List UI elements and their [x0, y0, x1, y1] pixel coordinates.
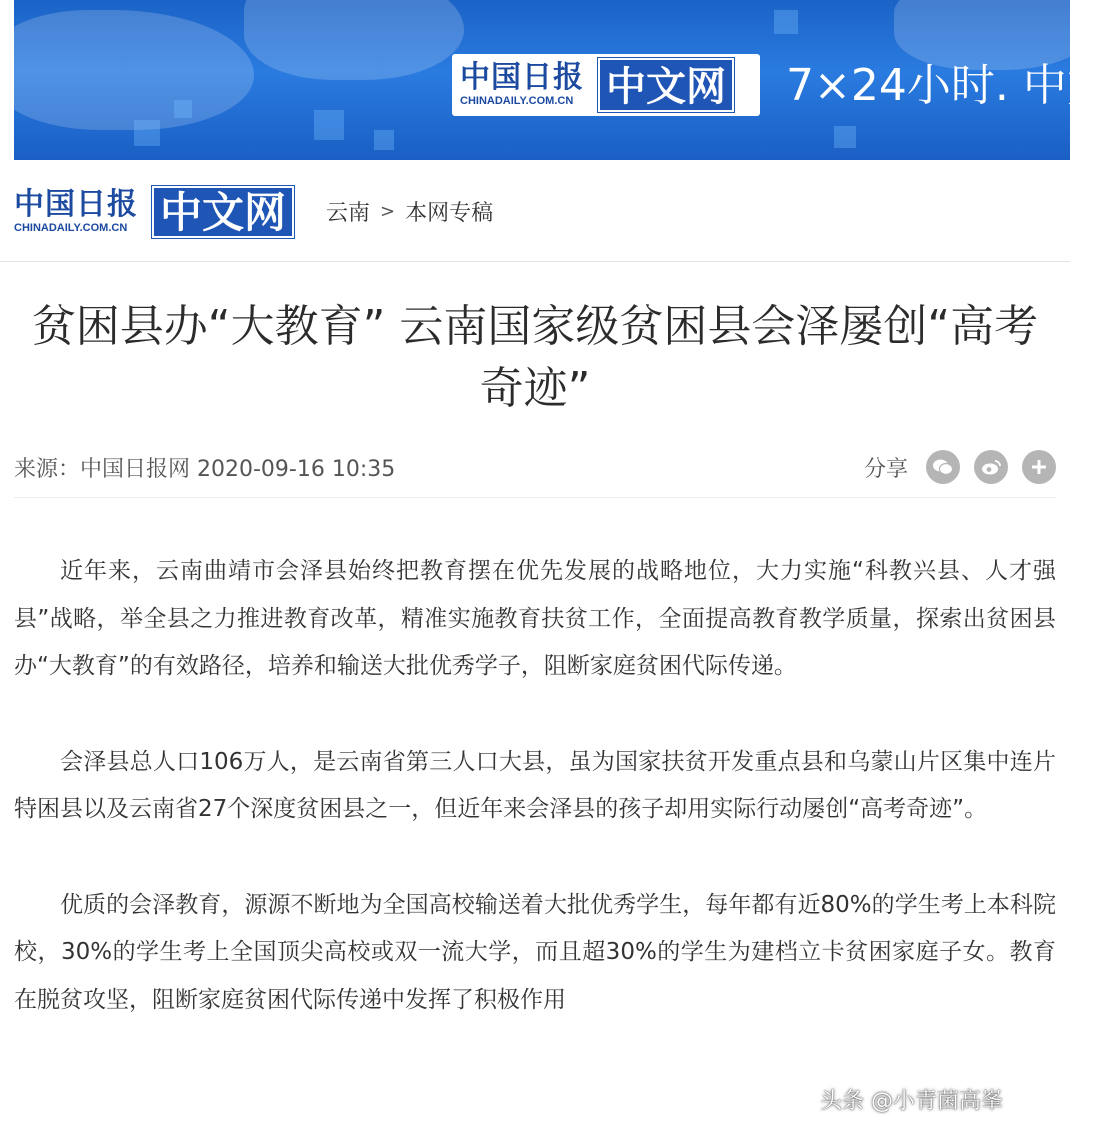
weibo-icon[interactable] — [974, 450, 1008, 484]
banner-logo[interactable] — [452, 54, 760, 116]
article-paragraph: 近年来，云南曲靖市会泽县始终把教育摆在优先发展的战略地位，大力实施“科教兴县、人才强县”战略，举全县之力推进教育改革，精准实施教育扶贫工作，全面提高教育教学质量，探索出贫困县办“大教育”的有效路径，培养和输送大批优秀学子，阻断家庭贫困代际传递。 — [14, 558, 1056, 679]
site-logo-en: CHINADAILY.COM.CN — [14, 222, 128, 234]
banner-tile — [134, 120, 160, 146]
watermark: 头条 @小青菌高峯 — [820, 1089, 1003, 1114]
top-banner[interactable] — [14, 0, 1111, 160]
site-header — [0, 160, 1070, 262]
banner-tile — [374, 130, 394, 150]
banner-logo-zw: 中文网 — [598, 58, 734, 112]
site-logo[interactable] — [14, 186, 294, 238]
plus-icon[interactable] — [1022, 450, 1056, 484]
banner-tile — [834, 126, 856, 148]
banner-tile — [774, 10, 798, 34]
site-logo-cn: 中国日报 — [14, 187, 138, 222]
article-title: 贫困县办“大教育” 云南国家级贫困县会泽屡创“高考奇迹” — [31, 301, 1039, 414]
banner-map-decoration — [0, 10, 254, 130]
article-source: 来源：中国日报网 2020-09-16 10:35 — [14, 457, 396, 482]
breadcrumb-item-yunnan[interactable]: 云南 — [326, 201, 371, 226]
share-label: 分享 — [863, 456, 908, 482]
breadcrumb-separator: > — [380, 201, 396, 222]
breadcrumb — [326, 196, 493, 227]
site-logo-zw: 中文网 — [152, 186, 294, 238]
share-bar — [864, 450, 1056, 484]
banner-map-decoration — [244, 0, 464, 80]
wechat-icon[interactable] — [926, 450, 960, 484]
breadcrumb-item-exclusive[interactable]: 本网专稿 — [405, 201, 494, 226]
article-paragraph: 会泽县总人口106万人，是云南省第三人口大县，虽为国家扶贫开发重点县和乌蒙山片区集中连片特困县以及云南省27个深度贫困县之一，但近年来会泽县的孩子却用实际行动屡创“高考奇迹”。 — [14, 748, 1056, 822]
banner-slogan: 7×24小时. 中文 — [786, 60, 1111, 111]
banner-tile — [174, 100, 192, 118]
article-paragraph: 优质的会泽教育，源源不断地为全国高校输送着大批优秀学生，每年都有近80%的学生考上本科院校，30%的学生考上全国顶尖高校或双一流大学，而且超30%的学生为建档立卡贫困家庭子女。教育在脱贫攻坚，阻断家庭贫困代际传递中发挥了积极作用 — [14, 891, 1056, 1013]
banner-logo-cn: 中国日报 — [460, 60, 584, 95]
banner-logo-en: CHINADAILY.COM.CN — [460, 95, 574, 107]
banner-tile — [314, 110, 344, 140]
article-meta — [14, 450, 1056, 498]
article-body — [14, 548, 1056, 1072]
